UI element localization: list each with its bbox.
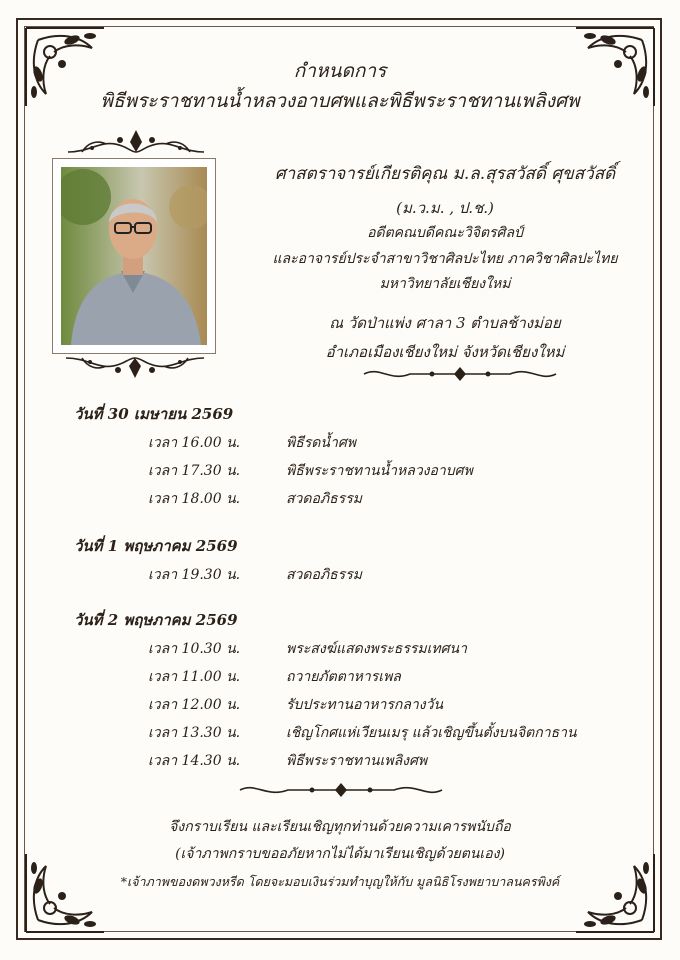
deceased-name: ศาสตราจารย์เกียรติคุณ ม.ล.สุรสวัสดิ์ ศุขสวัสดิ์ — [274, 164, 616, 184]
schedule-time: เวลา 16.00 น. — [148, 435, 241, 451]
portrait-frame — [52, 158, 216, 354]
day-heading: วันที่ 2 พฤษภาคม 2569 — [74, 611, 238, 629]
photo-top-ornament-icon — [62, 128, 210, 158]
photo-bottom-ornament-icon — [60, 350, 210, 380]
wreath-note: *เจ้าภาพของดพวงหรีด โดยจะมอบเงินร่วมทำบุญให้กับ มูลนิธิโรงพยาบาลนครพิงค์ — [120, 874, 560, 889]
schedule-activity: พระสงฆ์แสดงพระธรรมเทศนา — [286, 641, 467, 657]
day-heading: วันที่ 30 เมษายน 2569 — [74, 405, 234, 423]
divider-ornament-icon — [360, 364, 560, 384]
venue-line-1: ณ วัดป่าแพ่ง ศาลา 3 ตำบลช้างม่อย — [329, 314, 561, 332]
schedule-activity: รับประทานอาหารกลางวัน — [286, 697, 444, 713]
apology-line: (เจ้าภาพกราบขออภัยหากไม่ได้มาเรียนเชิญด้วยตนเอง) — [175, 846, 505, 862]
schedule-activity: ถวายภัตตาหารเพล — [286, 669, 401, 685]
deceased-title-3: มหาวิทยาลัยเชียงใหม่ — [379, 276, 511, 292]
schedule-activity: พิธีพระราชทานเพลิงศพ — [286, 753, 428, 769]
deceased-title-1: อดีตคณบดีคณะวิจิตรศิลป์ — [367, 225, 523, 241]
ceremony-title: พิธีพระราชทานน้ำหลวงอาบศพและพิธีพระราชทานเพลิงศพ — [100, 90, 580, 112]
schedule-time: เวลา 12.00 น. — [148, 697, 241, 713]
schedule-activity: เชิญโกศแห่เวียนเมรุ แล้วเชิญขึ้นตั้งบนจิตกาธาน — [286, 725, 577, 741]
divider-ornament-icon — [236, 780, 446, 800]
invitation-line: จึงกราบเรียน และเรียนเชิญทุกท่านด้วยความเคารพนับถือ — [169, 819, 511, 835]
schedule-time: เวลา 18.00 น. — [148, 491, 241, 507]
schedule-activity: สวดอภิธรรม — [286, 567, 362, 583]
schedule-time: เวลา 19.30 น. — [148, 567, 241, 583]
schedule-time: เวลา 10.30 น. — [148, 641, 241, 657]
deceased-decorations: (ม.ว.ม. , ป.ช.) — [396, 199, 494, 217]
schedule-time: เวลา 11.00 น. — [148, 669, 241, 685]
schedule-heading: กำหนดการ — [293, 60, 387, 82]
schedule-time: เวลา 14.30 น. — [148, 753, 241, 769]
portrait-photo — [61, 167, 207, 345]
schedule-time: เวลา 13.30 น. — [148, 725, 241, 741]
schedule-activity: สวดอภิธรรม — [286, 491, 362, 507]
schedule-activity: พิธีรดน้ำศพ — [286, 435, 356, 451]
day-heading: วันที่ 1 พฤษภาคม 2569 — [74, 537, 238, 555]
schedule-time: เวลา 17.30 น. — [148, 463, 241, 479]
deceased-title-2: และอาจารย์ประจำสาขาวิชาศิลปะไทย ภาควิชาศิลปะไทย — [272, 251, 618, 267]
venue-line-2: อำเภอเมืองเชียงใหม่ จังหวัดเชียงใหม่ — [325, 343, 565, 361]
schedule-activity: พิธีพระราชทานน้ำหลวงอาบศพ — [286, 463, 473, 479]
